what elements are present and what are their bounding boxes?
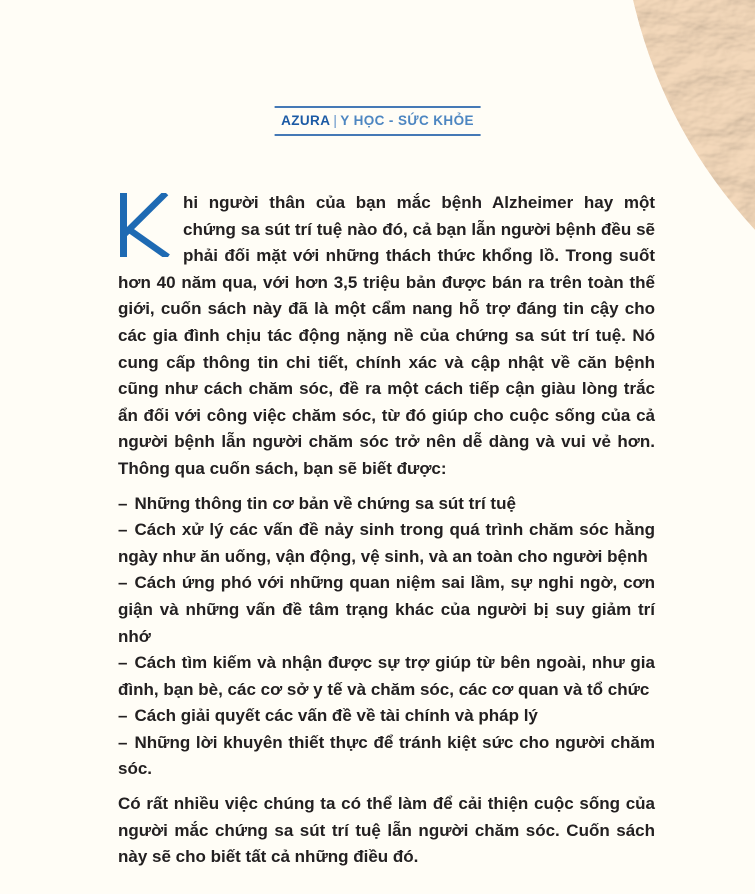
imprint-separator: | [333,113,338,128]
list-item [118,491,655,518]
feature-list [118,491,655,784]
list-item-text: Cách tìm kiếm và nhận được sự trợ giúp từ bên ngoài, như gia đình, bạn bè, các cơ sở y tế và chăm sóc, các cơ quan và tổ chức [118,653,655,699]
imprint-brand: AZURA [281,113,331,128]
list-item-text: Những thông tin cơ bản về chứng sa sút trí tuệ [134,493,516,513]
bullet-dash: – [118,653,128,673]
intro-paragraph [118,190,655,483]
bullet-dash: – [118,520,128,540]
closing-paragraph: Có rất nhiều việc chúng ta có thể làm để cải thiện cuộc sống của người mắc chứng sa sút trí tuệ lẫn người chăm sóc. Cuốn sách này sẽ cho biết tất cả những điều đó. [118,794,655,867]
list-item-text: Cách ứng phó với những quan niệm sai lầm, sự nghi ngờ, cơn giận và những vấn đề tâm trạng khác của người bị suy giảm trí nhớ [118,573,655,646]
bullet-dash: – [118,493,128,513]
bullet-dash: – [118,732,128,752]
list-item-text: Cách giải quyết các vấn đề về tài chính và pháp lý [134,706,538,726]
list-item [118,650,655,703]
drop-cap-k [118,193,172,259]
synopsis-text-block [118,190,655,871]
bullet-dash: – [118,706,128,726]
list-item-text: Những lời khuyên thiết thực để tránh kiệt sức cho người chăm sóc. [118,732,655,779]
bullet-dash: – [118,573,128,593]
imprint-badge [274,106,481,136]
list-item [118,570,655,650]
list-item [118,517,655,570]
list-item [118,730,655,783]
intro-paragraph-text: hi người thân của bạn mắc bệnh Alzheimer hay một chứng sa sút trí tuệ nào đó, cả bạn lẫn người bệnh đều sẽ phải đối mặt với những thách thức khổng lồ. Trong suốt hơn 40 năm qua, với hơn 3,5 triệu bản được bán ra trên toàn thế giới, cuốn sách này đã là một cẩm nang hỗ trợ đáng tin cậy cho các gia đình chịu tác động nặng nề của chứng sa sút trí tuệ. Nó cung cấp thông tin chi tiết, chính xác và cập nhật về căn bệnh cũng như cách chăm sóc, đề ra một cách tiếp cận giàu lòng trắc ẩn đối với công việc chăm sóc, từ đó giúp cho cuộc sống của cả người bệnh lẫn người chăm sóc trở nên dễ dàng và vui vẻ hơn. Thông qua cuốn sách, bạn sẽ biết được: [118,193,655,478]
list-item [118,703,655,730]
imprint-category: Y HỌC - SỨC KHỎE [340,113,474,128]
list-item-text: Cách xử lý các vấn đề nảy sinh trong quá trình chăm sóc hằng ngày như ăn uống, vận động, vệ sinh, và an toàn cho người bệnh [118,520,655,566]
